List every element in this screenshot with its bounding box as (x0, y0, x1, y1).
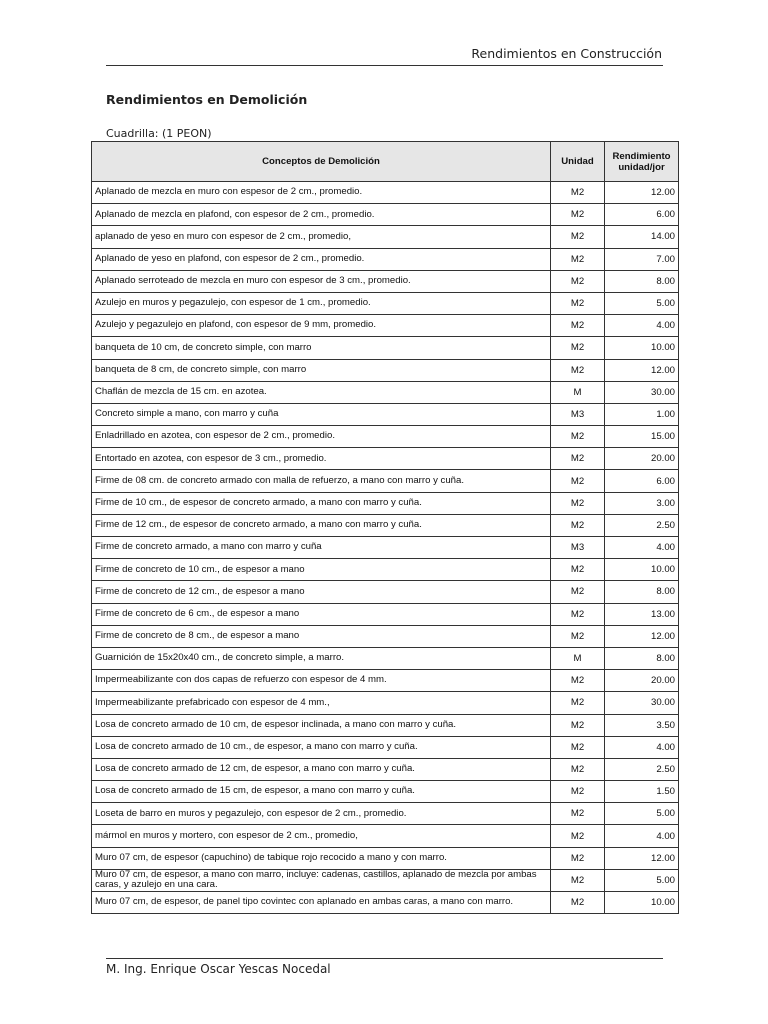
table-row (92, 581, 679, 603)
unit-cell: M2 (551, 182, 605, 204)
concept-cell: Firme de 12 cm., de espesor de concreto armado, a mano con marro y cuña. (92, 514, 551, 536)
table-row (92, 270, 679, 292)
concept-cell: Enladrillado en azotea, con espesor de 2 cm., promedio. (92, 426, 551, 448)
yield-cell: 14.00 (605, 226, 679, 248)
table-row (92, 625, 679, 647)
yield-cell: 1.50 (605, 781, 679, 803)
table-row (92, 714, 679, 736)
concept-cell: Chaflán de mezcla de 15 cm. en azotea. (92, 381, 551, 403)
unit-cell: M2 (551, 226, 605, 248)
yield-cell: 13.00 (605, 603, 679, 625)
table-row (92, 825, 679, 847)
yield-cell: 12.00 (605, 847, 679, 869)
unit-cell: M2 (551, 315, 605, 337)
concept-cell: Firme de concreto armado, a mano con marro y cuña (92, 537, 551, 559)
unit-cell: M2 (551, 803, 605, 825)
table-row (92, 603, 679, 625)
concept-cell: Firme de 08 cm. de concreto armado con malla de refuerzo, a mano con marro y cuña. (92, 470, 551, 492)
yield-cell: 12.00 (605, 182, 679, 204)
table-row (92, 670, 679, 692)
yield-cell: 2.50 (605, 758, 679, 780)
concept-cell: Losa de concreto armado de 10 cm, de espesor inclinada, a mano con marro y cuña. (92, 714, 551, 736)
concept-cell: Losa de concreto armado de 15 cm, de espesor, a mano con marro y cuña. (92, 781, 551, 803)
unit-cell: M2 (551, 514, 605, 536)
unit-cell: M3 (551, 403, 605, 425)
unit-cell: M2 (551, 847, 605, 869)
footer-divider (106, 958, 663, 959)
table-row (92, 692, 679, 714)
yield-cell: 6.00 (605, 470, 679, 492)
concept-cell: Firme de concreto de 6 cm., de espesor a mano (92, 603, 551, 625)
yield-cell: 6.00 (605, 204, 679, 226)
unit-cell: M2 (551, 204, 605, 226)
yield-cell: 4.00 (605, 825, 679, 847)
unit-cell: M3 (551, 537, 605, 559)
table-row (92, 892, 679, 914)
concept-cell: Aplanado de yeso en plafond, con espesor de 2 cm., promedio. (92, 248, 551, 270)
table-row (92, 448, 679, 470)
table-row (92, 559, 679, 581)
performance-table (91, 141, 679, 914)
yield-cell: 3.50 (605, 714, 679, 736)
concept-cell: Losa de concreto armado de 10 cm., de espesor, a mano con marro y cuña. (92, 736, 551, 758)
table-row (92, 315, 679, 337)
column-header-unit: Unidad (551, 142, 605, 182)
table-row (92, 204, 679, 226)
crew-label: Cuadrilla: (1 PEON) (106, 127, 212, 140)
yield-cell: 3.00 (605, 492, 679, 514)
unit-cell: M2 (551, 337, 605, 359)
concept-cell: Impermeabilizante prefabricado con espesor de 4 mm., (92, 692, 551, 714)
table-row (92, 847, 679, 869)
concept-cell: Muro 07 cm, de espesor, a mano con marro, incluye: cadenas, castillos, aplanado de mezcla por ambas caras, y azulejo en una cara. (92, 869, 551, 891)
concept-cell: banqueta de 8 cm, de concreto simple, con marro (92, 359, 551, 381)
concept-cell: Azulejo en muros y pegazulejo, con espesor de 1 cm., promedio. (92, 292, 551, 314)
yield-cell: 12.00 (605, 359, 679, 381)
concept-cell: Aplanado de mezcla en plafond, con espesor de 2 cm., promedio. (92, 204, 551, 226)
table-row (92, 514, 679, 536)
unit-cell: M2 (551, 581, 605, 603)
yield-cell: 10.00 (605, 892, 679, 914)
yield-cell: 30.00 (605, 692, 679, 714)
table-body (92, 182, 679, 914)
concept-cell: Entortado en azotea, con espesor de 3 cm., promedio. (92, 448, 551, 470)
page-header-title: Rendimientos en Construcción (471, 46, 662, 61)
table-row (92, 403, 679, 425)
yield-cell: 4.00 (605, 537, 679, 559)
unit-cell: M2 (551, 426, 605, 448)
concept-cell: Firme de concreto de 10 cm., de espesor a mano (92, 559, 551, 581)
unit-cell: M2 (551, 603, 605, 625)
unit-cell: M2 (551, 492, 605, 514)
yield-cell: 8.00 (605, 270, 679, 292)
unit-cell: M2 (551, 758, 605, 780)
table-row (92, 758, 679, 780)
yield-cell: 8.00 (605, 647, 679, 669)
table-row (92, 647, 679, 669)
unit-cell: M2 (551, 559, 605, 581)
unit-cell: M (551, 647, 605, 669)
yield-cell: 4.00 (605, 315, 679, 337)
concept-cell: Firme de concreto de 12 cm., de espesor a mano (92, 581, 551, 603)
table-row (92, 426, 679, 448)
unit-cell: M2 (551, 270, 605, 292)
table-row (92, 292, 679, 314)
column-header-concept: Conceptos de Demolición (92, 142, 551, 182)
table-row (92, 381, 679, 403)
table-row (92, 226, 679, 248)
yield-cell: 2.50 (605, 514, 679, 536)
yield-cell: 20.00 (605, 670, 679, 692)
concept-cell: banqueta de 10 cm, de concreto simple, con marro (92, 337, 551, 359)
concept-cell: Aplanado de mezcla en muro con espesor de 2 cm., promedio. (92, 182, 551, 204)
concept-cell: Aplanado serroteado de mezcla en muro con espesor de 3 cm., promedio. (92, 270, 551, 292)
yield-cell: 5.00 (605, 292, 679, 314)
concept-cell: Concreto simple a mano, con marro y cuña (92, 403, 551, 425)
unit-cell: M2 (551, 670, 605, 692)
column-header-yield: Rendimiento unidad/jor (605, 142, 679, 182)
concept-cell: Azulejo y pegazulejo en plafond, con espesor de 9 mm, promedio. (92, 315, 551, 337)
unit-cell: M2 (551, 781, 605, 803)
table-row (92, 781, 679, 803)
unit-cell: M2 (551, 736, 605, 758)
header-divider (106, 65, 663, 66)
concept-cell: Guarnición de 15x20x40 cm., de concreto simple, a marro. (92, 647, 551, 669)
yield-cell: 8.00 (605, 581, 679, 603)
yield-cell: 1.00 (605, 403, 679, 425)
unit-cell: M2 (551, 825, 605, 847)
table-row (92, 803, 679, 825)
table-row (92, 492, 679, 514)
yield-cell: 7.00 (605, 248, 679, 270)
unit-cell: M2 (551, 714, 605, 736)
concept-cell: Muro 07 cm, de espesor, de panel tipo covintec con aplanado en ambas caras, a mano con marro. (92, 892, 551, 914)
concept-cell: Firme de 10 cm., de espesor de concreto armado, a mano con marro y cuña. (92, 492, 551, 514)
unit-cell: M2 (551, 448, 605, 470)
concept-cell: Loseta de barro en muros y pegazulejo, con espesor de 2 cm., promedio. (92, 803, 551, 825)
concept-cell: Losa de concreto armado de 12 cm, de espesor, a mano con marro y cuña. (92, 758, 551, 780)
table-row (92, 537, 679, 559)
concept-cell: Firme de concreto de 8 cm., de espesor a mano (92, 625, 551, 647)
footer-author: M. Ing. Enrique Oscar Yescas Nocedal (106, 962, 331, 976)
concept-cell: mármol en muros y mortero, con espesor de 2 cm., promedio, (92, 825, 551, 847)
yield-cell: 20.00 (605, 448, 679, 470)
table-header-row (92, 142, 679, 182)
unit-cell: M2 (551, 470, 605, 492)
unit-cell: M2 (551, 625, 605, 647)
table-row (92, 359, 679, 381)
table-row (92, 869, 679, 891)
unit-cell: M2 (551, 892, 605, 914)
table-row (92, 736, 679, 758)
yield-cell: 15.00 (605, 426, 679, 448)
unit-cell: M2 (551, 869, 605, 891)
table-row (92, 470, 679, 492)
unit-cell: M (551, 381, 605, 403)
table-row (92, 182, 679, 204)
yield-cell: 12.00 (605, 625, 679, 647)
yield-cell: 5.00 (605, 869, 679, 891)
yield-cell: 4.00 (605, 736, 679, 758)
yield-cell: 10.00 (605, 559, 679, 581)
table-row (92, 248, 679, 270)
yield-cell: 10.00 (605, 337, 679, 359)
yield-cell: 30.00 (605, 381, 679, 403)
table-row (92, 337, 679, 359)
unit-cell: M2 (551, 359, 605, 381)
unit-cell: M2 (551, 248, 605, 270)
section-title: Rendimientos en Demolición (106, 92, 308, 107)
unit-cell: M2 (551, 692, 605, 714)
unit-cell: M2 (551, 292, 605, 314)
concept-cell: Muro 07 cm, de espesor (capuchino) de tabique rojo recocido a mano y con marro. (92, 847, 551, 869)
yield-cell: 5.00 (605, 803, 679, 825)
concept-cell: aplanado de yeso en muro con espesor de 2 cm., promedio, (92, 226, 551, 248)
concept-cell: Impermeabilizante con dos capas de refuerzo con espesor de 4 mm. (92, 670, 551, 692)
